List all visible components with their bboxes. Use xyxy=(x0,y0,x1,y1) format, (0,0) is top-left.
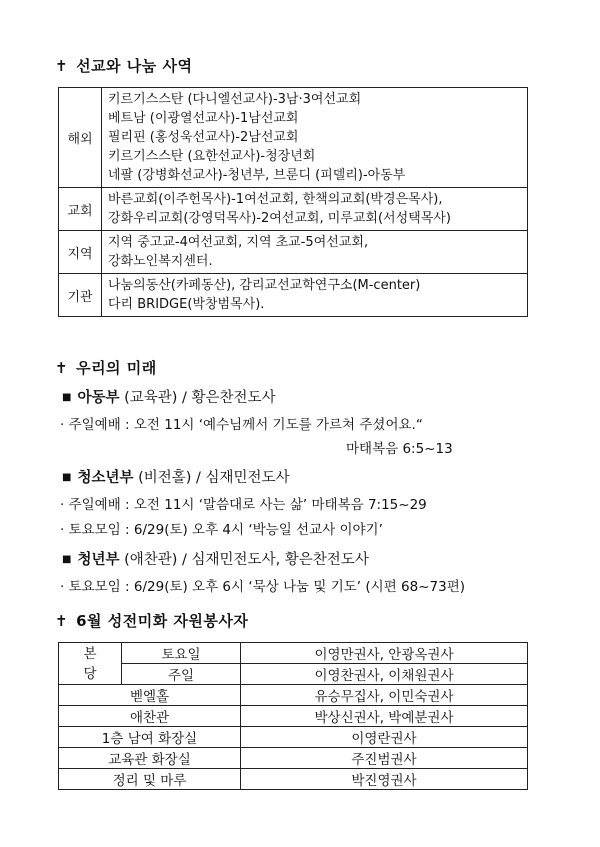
group-heading-children xyxy=(62,386,276,407)
row-label: 지역 xyxy=(59,231,102,274)
row-label: 해외 xyxy=(59,88,102,188)
table-row xyxy=(59,188,528,231)
table-row xyxy=(59,643,528,664)
row-content xyxy=(102,231,528,274)
content-line: 키르기스스탄 (다니엘선교사)-3남·3여선교회 xyxy=(108,92,362,107)
schedule-line: · 주일예배 : 오전 11시 ‘말씀대로 사는 삶’ 마태복음 7:15~29 xyxy=(60,497,427,513)
place-cell: 교육관 화장실 xyxy=(59,748,241,769)
group-detail: (비전홀) / 심재민전도사 xyxy=(133,470,290,486)
square-bullet-icon: ■ xyxy=(62,472,72,483)
place-cell: 애찬관 xyxy=(59,706,241,727)
row-content xyxy=(102,274,528,317)
names-cell: 이영만권사, 안광옥권사 xyxy=(241,643,528,664)
content-line: 강화노인복지센터. xyxy=(108,254,213,269)
section-title-future xyxy=(55,357,157,378)
table-row xyxy=(59,231,528,274)
group-detail: (애찬관) / 심재민전도사, 황은찬전도사 xyxy=(119,552,369,568)
row-label: 기관 xyxy=(59,274,102,317)
table-row xyxy=(59,664,528,685)
content-line: 베트남 (이광열선교사)-1남선교회 xyxy=(108,111,299,126)
schedule-line: · 토요모임 : 6/29(토) 오후 6시 ‘묵상 나눔 및 기도’ (시편 68~73편) xyxy=(60,579,466,595)
group-heading-young-adults xyxy=(62,548,369,569)
table-row xyxy=(59,748,528,769)
content-line: 나눔의동산(카페동산), 감리교선교학연구소(M-center) xyxy=(108,278,421,293)
place-cell: 정리 및 마루 xyxy=(59,769,241,790)
content-line: 지역 중고교-4여선교회, 지역 초교-5여선교회, xyxy=(108,235,369,250)
volunteer-table xyxy=(58,642,528,790)
names-cell: 박상신권사, 박예분권사 xyxy=(241,706,528,727)
section-title-text: 6월 성전미화 자원봉사자 xyxy=(76,612,249,630)
names-cell: 박진영권사 xyxy=(241,769,528,790)
group-heading-youth xyxy=(62,466,290,487)
content-line: 필리핀 (홍성욱선교사)-2남선교회 xyxy=(108,130,299,145)
names-cell: 유승무집사, 이민숙권사 xyxy=(241,685,528,706)
content-line: 바른교회(이주헌목사)-1여선교회, 한책의교회(박경은목사), xyxy=(108,192,443,207)
table-row xyxy=(59,274,528,317)
group-name: 아동부 xyxy=(77,390,120,406)
square-bullet-icon: ■ xyxy=(62,392,72,403)
place-cell: 1층 남여 화장실 xyxy=(59,727,241,748)
names-cell: 주진범권사 xyxy=(241,748,528,769)
section-title-text: 선교와 나눔 사역 xyxy=(76,57,193,75)
content-line: 네팔 (강병화선교사)-청년부, 브룬디 (피델리)-아동부 xyxy=(108,168,406,183)
names-cell: 이영찬권사, 이채원권사 xyxy=(241,664,528,685)
table-row xyxy=(59,88,528,188)
group-name: 청소년부 xyxy=(77,470,134,486)
mission-table xyxy=(58,87,528,317)
section-title-mission xyxy=(55,55,192,76)
content-line: 다리 BRIDGE(박창범목사). xyxy=(108,297,265,312)
section-title-text: 우리의 미래 xyxy=(76,359,157,377)
schedule-line: · 주일예배 : 오전 11시 ‘예수님께서 기도를 가르쳐 주셨어요.“ xyxy=(60,417,423,433)
day-cell: 토요일 xyxy=(122,643,241,664)
main-sanctuary-label: 본 당 xyxy=(59,643,122,685)
table-row xyxy=(59,727,528,748)
table-row xyxy=(59,706,528,727)
group-name: 청년부 xyxy=(77,552,120,568)
scripture-line: 마태복음 6:5~13 xyxy=(346,441,453,457)
table-row xyxy=(59,769,528,790)
square-bullet-icon: ■ xyxy=(62,554,72,565)
group-detail: (교육관) / 황은찬전도사 xyxy=(119,390,276,406)
schedule-line: · 토요모임 : 6/29(토) 오후 4시 ‘박능일 선교사 이야기’ xyxy=(60,522,383,538)
row-content xyxy=(102,188,528,231)
cross-icon: ✝ xyxy=(55,612,69,630)
row-label: 교회 xyxy=(59,188,102,231)
content-line: 키르기스스탄 (요한선교사)-청장년회 xyxy=(108,149,316,164)
names-cell: 이영란권사 xyxy=(241,727,528,748)
day-cell: 주일 xyxy=(122,664,241,685)
section-title-volunteers xyxy=(55,610,248,631)
table-row xyxy=(59,685,528,706)
place-cell: 벧엘홀 xyxy=(59,685,241,706)
cross-icon: ✝ xyxy=(55,57,69,75)
content-line: 강화우리교회(강영덕목사)-2여선교회, 미루교회(서성택목사) xyxy=(108,211,451,226)
cross-icon: ✝ xyxy=(55,359,69,377)
row-content xyxy=(102,88,528,188)
